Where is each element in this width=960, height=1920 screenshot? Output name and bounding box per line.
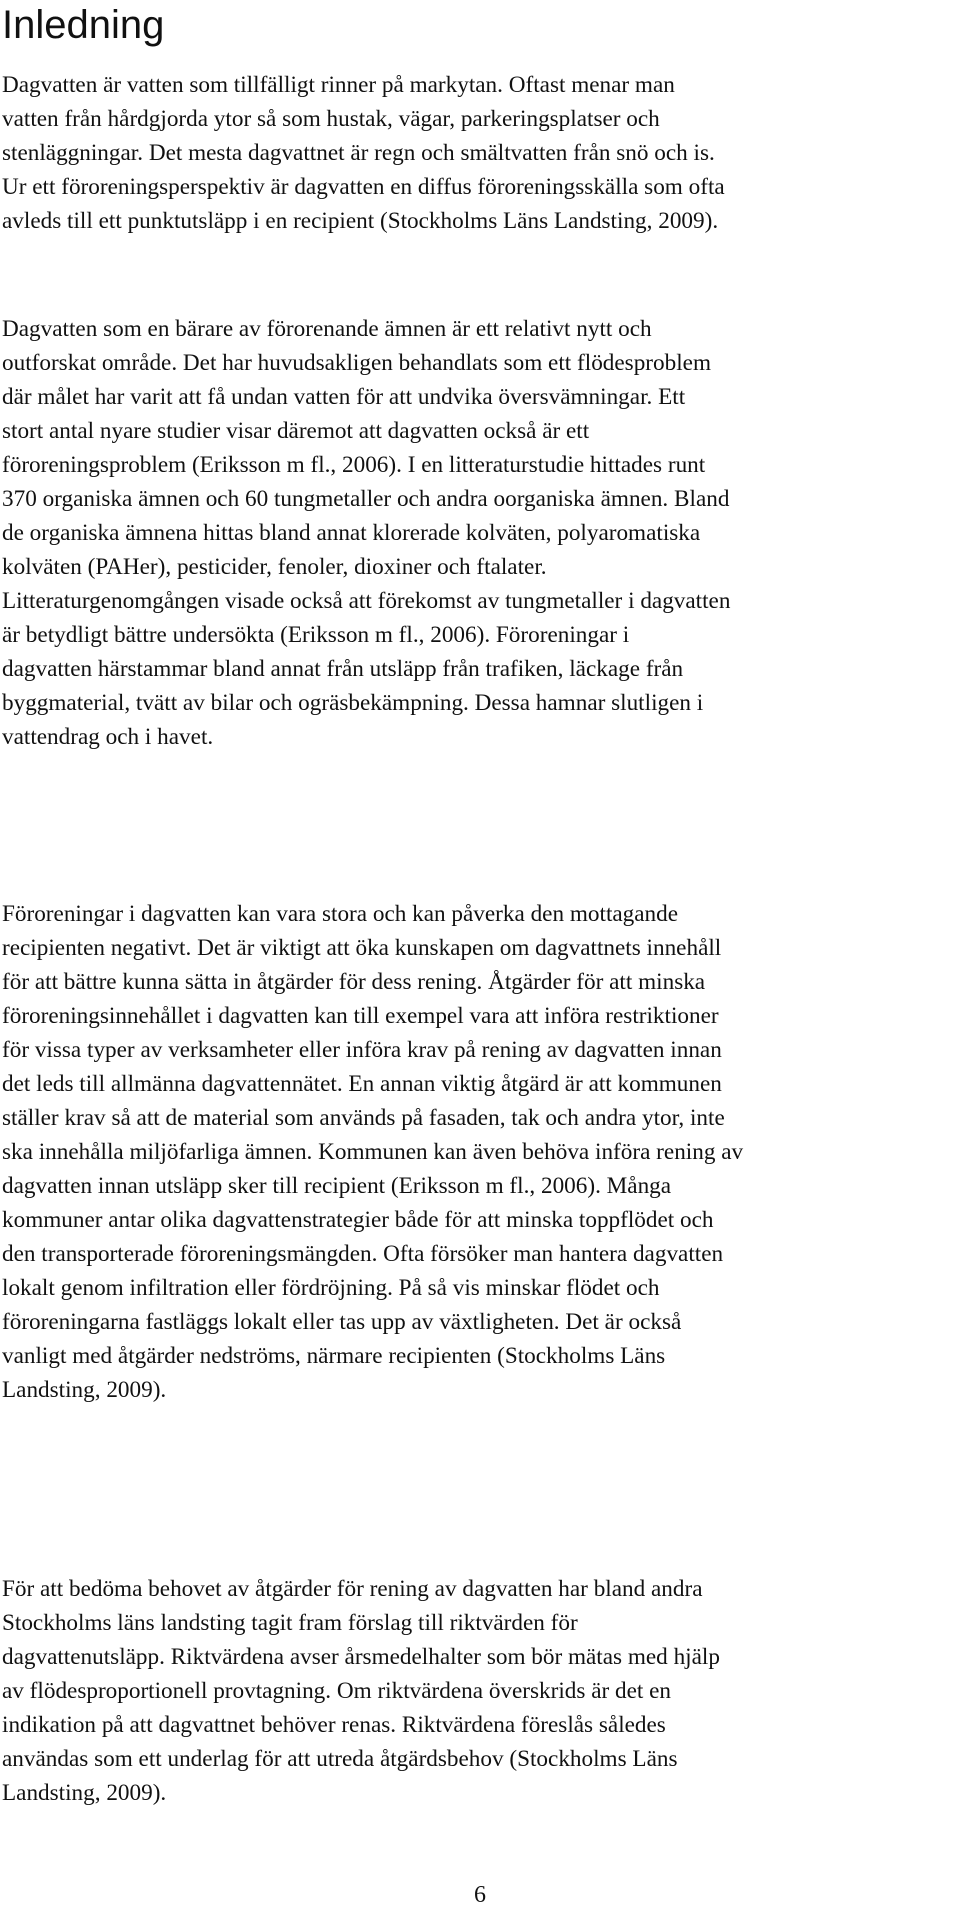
paragraph-pollutants — [2, 312, 952, 754]
text-line: indikation på att dagvattnet behöver renas. Riktvärdena föreslås således — [2, 1712, 666, 1738]
text-line: kommuner antar olika dagvattenstrategier både för att minska toppflödet och — [2, 1207, 714, 1233]
text-line: dagvatten härstammar bland annat från utsläpp från trafiken, läckage från — [2, 656, 684, 682]
text-line: kolväten (PAHer), pesticider, fenoler, dioxiner och ftalater. — [2, 554, 547, 580]
text-line: stort antal nyare studier visar däremot att dagvatten också är ett — [2, 418, 590, 444]
text-line: föroreningsinnehållet i dagvatten kan till exempel vara att införa restriktioner — [2, 1003, 719, 1029]
text-line: det leds till allmänna dagvattennätet. En annan viktig åtgärd är att kommunen — [2, 1071, 722, 1097]
text-line: vattendrag och i havet. — [2, 724, 214, 750]
text-line: användas som ett underlag för att utreda åtgärdsbehov (Stockholms Läns — [2, 1746, 678, 1772]
text-line: Landsting, 2009). — [2, 1780, 167, 1806]
paragraph-intro — [2, 68, 952, 238]
paragraph-measures — [2, 897, 952, 1407]
text-line: För att bedöma behovet av åtgärder för rening av dagvatten har bland andra — [2, 1576, 703, 1602]
text-line: för vissa typer av verksamheter eller införa krav på rening av dagvatten innan — [2, 1037, 722, 1063]
text-line: lokalt genom infiltration eller fördröjning. På så vis minskar flödet och — [2, 1275, 660, 1301]
text-line: är betydligt bättre undersökta (Eriksson m fl., 2006). Föroreningar i — [2, 622, 630, 648]
text-line: Landsting, 2009). — [2, 1377, 167, 1403]
text-line: vanligt med åtgärder nedströms, närmare recipienten (Stockholms Läns — [2, 1343, 666, 1369]
text-line: Stockholms läns landsting tagit fram förslag till riktvärden för — [2, 1610, 578, 1636]
text-line: stenläggningar. Det mesta dagvattnet är regn och smältvatten från snö och is. — [2, 140, 715, 166]
page-title: Inledning — [2, 3, 165, 47]
text-line: Föroreningar i dagvatten kan vara stora och kan påverka den mottagande — [2, 901, 679, 927]
text-line: Dagvatten som en bärare av förorenande ämnen är ett relativt nytt och — [2, 316, 652, 342]
text-line: byggmaterial, tvätt av bilar och ogräsbekämpning. Dessa hamnar slutligen i — [2, 690, 704, 716]
text-line: dagvatten innan utsläpp sker till recipient (Eriksson m fl., 2006). Många — [2, 1173, 672, 1199]
text-line: recipienten negativt. Det är viktigt att öka kunskapen om dagvattnets innehåll — [2, 935, 722, 961]
text-line: Dagvatten är vatten som tillfälligt rinner på markytan. Oftast menar man — [2, 72, 675, 98]
text-line: ställer krav så att de material som används på fasaden, tak och andra ytor, inte — [2, 1105, 725, 1131]
text-line: där målet har varit att få undan vatten för att undvika översvämningar. Ett — [2, 384, 686, 410]
text-line: vatten från hårdgjorda ytor så som hustak, vägar, parkeringsplatser och — [2, 106, 660, 132]
text-line: avleds till ett punktutsläpp i en recipient (Stockholms Läns Landsting, 2009). — [2, 208, 719, 234]
page-number: 6 — [474, 1882, 486, 1908]
text-line: outforskat område. Det har huvudsakligen behandlats som ett flödesproblem — [2, 350, 711, 376]
text-line: den transporterade föroreningsmängden. Ofta försöker man hantera dagvatten — [2, 1241, 724, 1267]
text-line: ska innehålla miljöfarliga ämnen. Kommunen kan även behöva införa rening av — [2, 1139, 744, 1165]
text-line: dagvattenutsläpp. Riktvärdena avser årsmedelhalter som bör mätas med hjälp — [2, 1644, 720, 1670]
text-line: föroreningsproblem (Eriksson m fl., 2006). I en litteraturstudie hittades runt — [2, 452, 706, 478]
text-line: Litteraturgenomgången visade också att förekomst av tungmetaller i dagvatten — [2, 588, 731, 614]
text-line: föroreningarna fastläggs lokalt eller tas upp av växtligheten. Det är också — [2, 1309, 682, 1335]
text-line: de organiska ämnena hittas bland annat klorerade kolväten, polyaromatiska — [2, 520, 701, 546]
text-line: 370 organiska ämnen och 60 tungmetaller och andra oorganiska ämnen. Bland — [2, 486, 730, 512]
paragraph-guidelines — [2, 1572, 952, 1810]
text-line: för att bättre kunna sätta in åtgärder för dess rening. Åtgärder för att minska — [2, 969, 706, 995]
text-line: av flödesproportionell provtagning. Om riktvärdena överskrids är det en — [2, 1678, 672, 1704]
text-line: Ur ett föroreningsperspektiv är dagvatten en diffus föroreningsskälla som ofta — [2, 174, 725, 200]
